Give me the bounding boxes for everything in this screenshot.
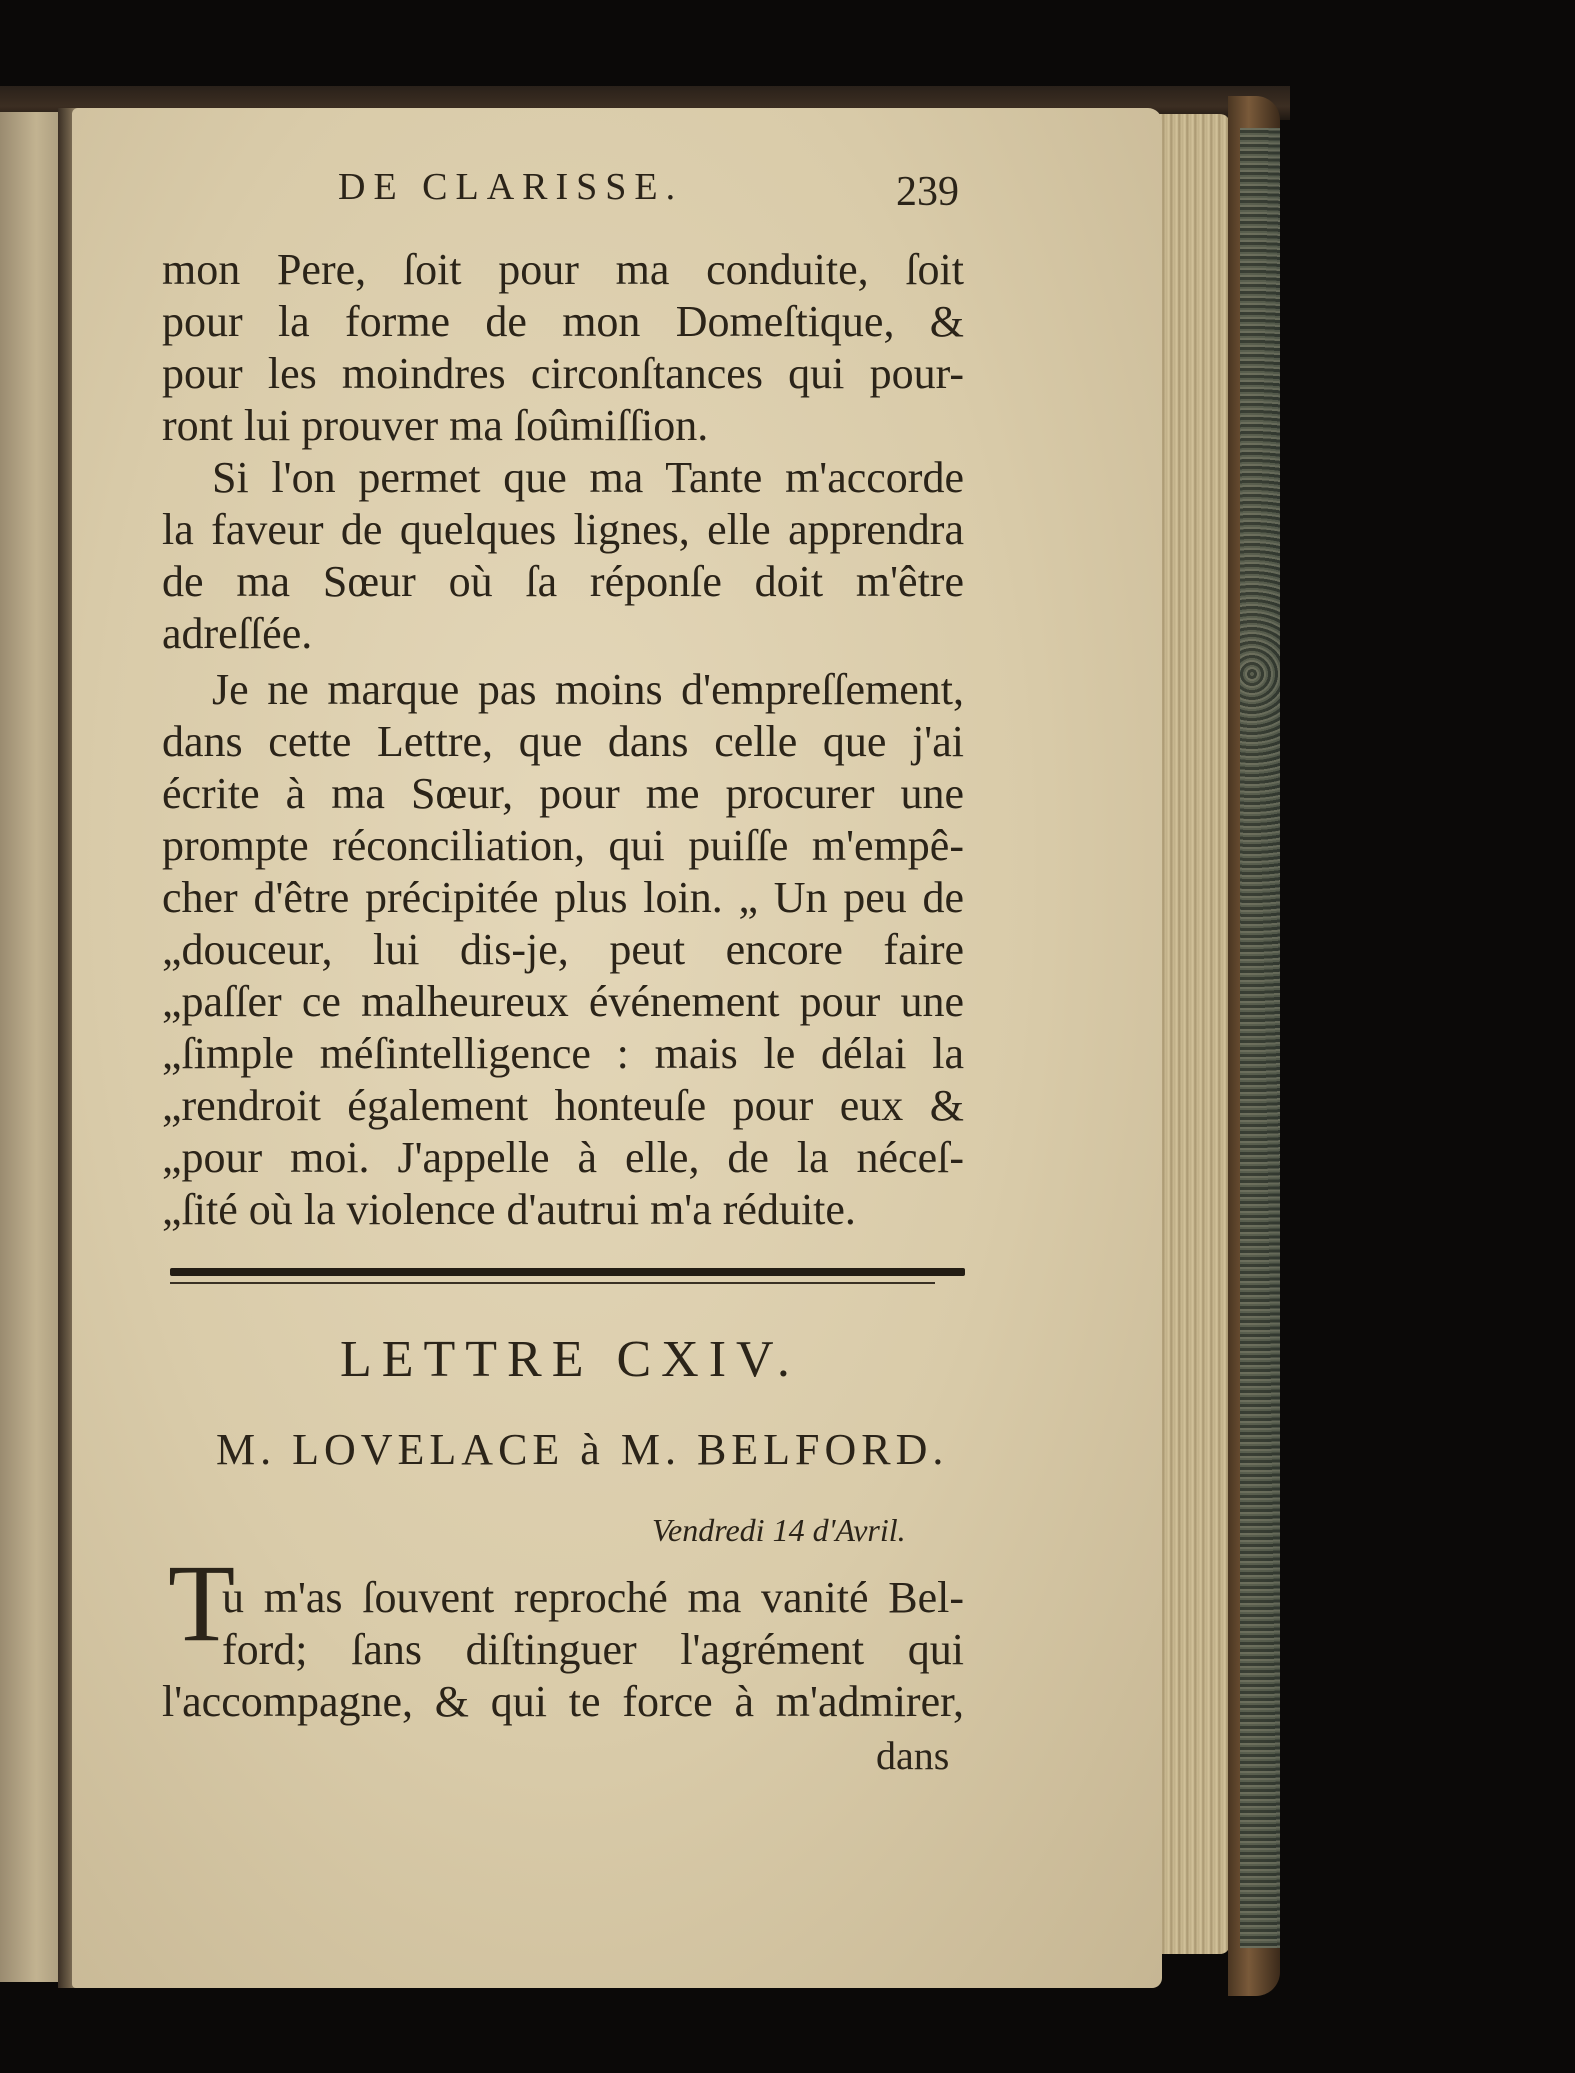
page-block-edges <box>1158 114 1230 1954</box>
body-line: pour la forme de mon Domeſtique, & <box>162 297 964 346</box>
body-line: „ſimple méſintelligence : mais le délai la <box>162 1029 964 1078</box>
body-line: Si l'on permet que ma Tante m'accorde <box>212 453 964 502</box>
section-divider-thin <box>170 1282 935 1284</box>
body-line: „rendroit également honteuſe pour eux & <box>162 1081 964 1130</box>
body-line: la faveur de quelques lignes, elle apprendra <box>162 505 964 554</box>
letter-title: LETTRE CXIV. <box>340 1331 800 1388</box>
body-line: écrite à ma Sœur, pour me procurer une <box>162 769 964 818</box>
letter-recipients: M. LOVELACE à M. BELFORD. <box>216 1425 949 1474</box>
drop-cap: T <box>168 1542 236 1664</box>
catchword: dans <box>876 1733 950 1778</box>
body-line: „ſité où la violence d'autrui m'a réduite. <box>162 1185 856 1234</box>
body-line: „douceur, lui dis-je, peut encore faire <box>162 925 964 974</box>
running-title: DE CLARISSE. <box>338 166 684 208</box>
marbled-cover-board <box>1240 128 1280 1948</box>
body-line: dans cette Lettre, que dans celle que j'ai <box>162 717 964 766</box>
letter-date: Vendredi 14 d'Avril. <box>652 1512 906 1548</box>
left-page-edge <box>0 112 66 1982</box>
body-line: mon Pere, ſoit pour ma conduite, ſoit <box>162 245 964 294</box>
body-line: Je ne marque pas moins d'empreſſement, <box>212 665 964 714</box>
body-line: pour les moindres circonſtances qui pour- <box>162 349 964 398</box>
letter-line: u m'as ſouvent reproché ma vanité Bel- <box>222 1573 964 1622</box>
page-number: 239 <box>896 169 959 215</box>
body-line: ront lui prouver ma ſoûmiſſion. <box>162 401 709 450</box>
section-divider-thick <box>170 1268 965 1276</box>
body-line: cher d'être précipitée plus loin. „ Un peu de <box>162 873 964 922</box>
body-line: „pour moi. J'appelle à elle, de la néceſ- <box>162 1133 964 1182</box>
body-line: „paſſer ce malheureux événement pour une <box>162 977 964 1026</box>
body-line: adreſſée. <box>162 609 313 658</box>
body-line: prompte réconciliation, qui puiſſe m'empê- <box>162 821 964 870</box>
letter-line: l'accompagne, & qui te force à m'admirer, <box>162 1677 964 1726</box>
body-line: de ma Sœur où ſa réponſe doit m'être <box>162 557 964 606</box>
letter-line: ford; ſans diſtinguer l'agrément qui <box>222 1625 964 1674</box>
